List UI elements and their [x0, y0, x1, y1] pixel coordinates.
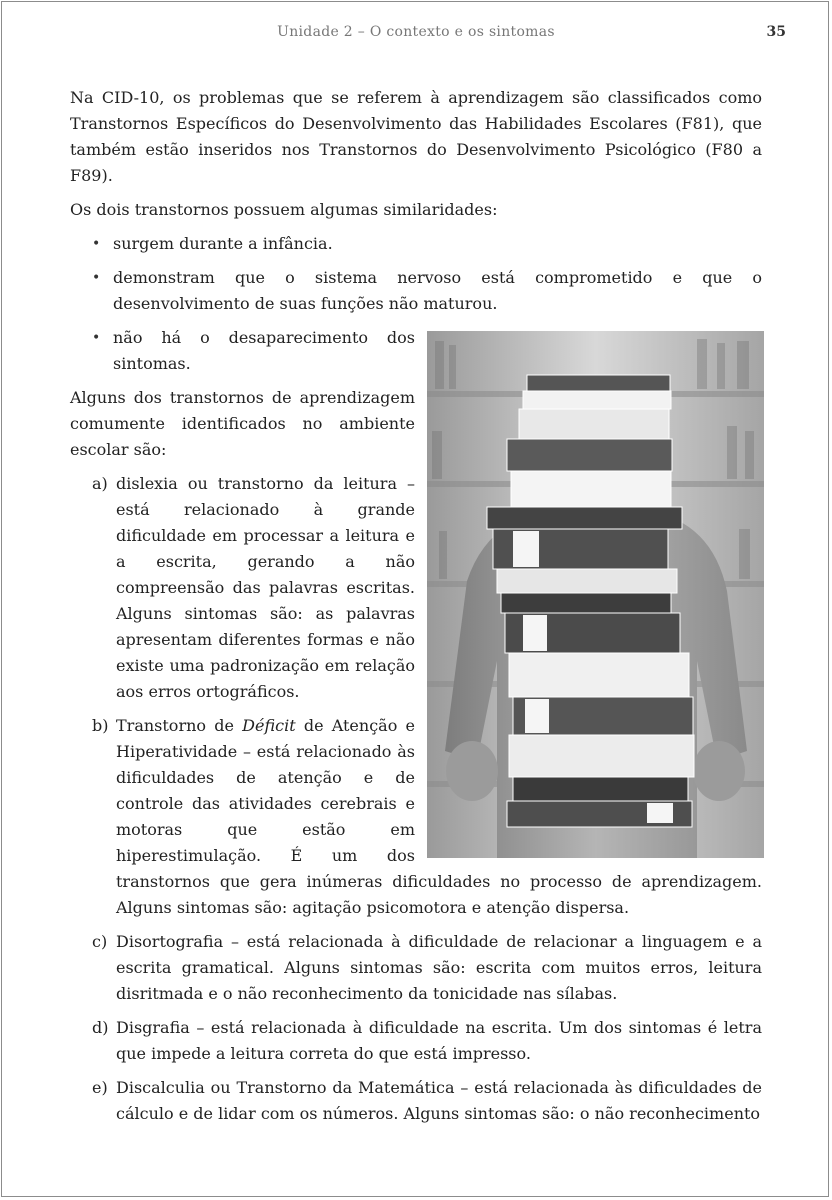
list-item: [70, 471, 762, 705]
list-item: [70, 1015, 762, 1067]
item-text-before: Transtorno de: [116, 716, 243, 735]
list-item: [70, 713, 762, 921]
list-item: [70, 929, 762, 1007]
similarities-intro: Os dois transtornos possuem algumas similaridades:: [70, 200, 498, 219]
list-item: [70, 325, 762, 377]
item-text: Disortografia – está relacionada à dificuldade de relacionar a linguagem e a escrita gramatical. Alguns sintomas são: escrita com muitos erros, leitura disritmada e o não reconhecimento da tonicidade nas sílabas.: [116, 932, 762, 1003]
page-number: 35: [766, 24, 786, 40]
item-marker: e): [92, 1078, 108, 1097]
item-text-after: de Atenção e Hiperatividade – está relacionado às dificuldades de atenção e de controle das atividades cerebrais e motoras que estão em hiperestimulação. É um dos transtornos que gera inúmeras dificuldades no processo de aprendizagem. Alguns sintomas são: agitação psicomotora e atenção dispersa.: [116, 716, 762, 917]
main-text: [70, 85, 762, 1135]
item-text: dislexia ou transtorno da leitura – está relacionado à grande dificuldade em processar a leitura e a escrita, gerando a não compreensão das palavras escritas. Alguns sintomas são: as palavras apresentam diferentes formas e não existe uma padronização em relação aos erros ortográficos.: [116, 474, 415, 701]
list-item-text: não há o desaparecimento dos sintomas.: [113, 328, 415, 373]
intro-paragraph: Na CID-10, os problemas que se referem à aprendizagem são classificados como Transtornos Específicos do Desenvolvimento das Habilidades Escolares (F81), que também estão inseridos nos Transtornos do Desenvolvimento Psicológico (F80 a F89).: [70, 88, 762, 185]
running-header: Unidade 2 – O contexto e os sintomas: [277, 24, 555, 40]
item-text-italic: Déficit: [242, 716, 296, 735]
list-item: • demonstram que o sistema nervoso está comprometido e que o desenvolvimento de suas funções não maturou.: [70, 265, 762, 317]
item-marker: d): [92, 1018, 109, 1037]
similarities-list: [70, 231, 762, 377]
list-item: • surgem durante a infância.: [70, 231, 762, 257]
disorders-list: [70, 471, 762, 1127]
item-marker: c): [92, 932, 108, 951]
item-text: Discalculia ou Transtorno da Matemática – está relacionada às dificuldades de cálculo e de lidar com os números. Alguns sintomas são: o não reconhecimento: [116, 1078, 762, 1123]
item-marker: b): [92, 716, 109, 735]
item-marker: a): [92, 474, 108, 493]
list-item: [70, 1075, 762, 1127]
item-text: Disgrafia – está relacionada à dificuldade na escrita. Um dos sintomas é letra que impede a leitura correta do que está impresso.: [116, 1018, 762, 1063]
disorders-intro: Alguns dos transtornos de aprendizagem comumente identificados no ambiente escolar são:: [70, 388, 415, 459]
